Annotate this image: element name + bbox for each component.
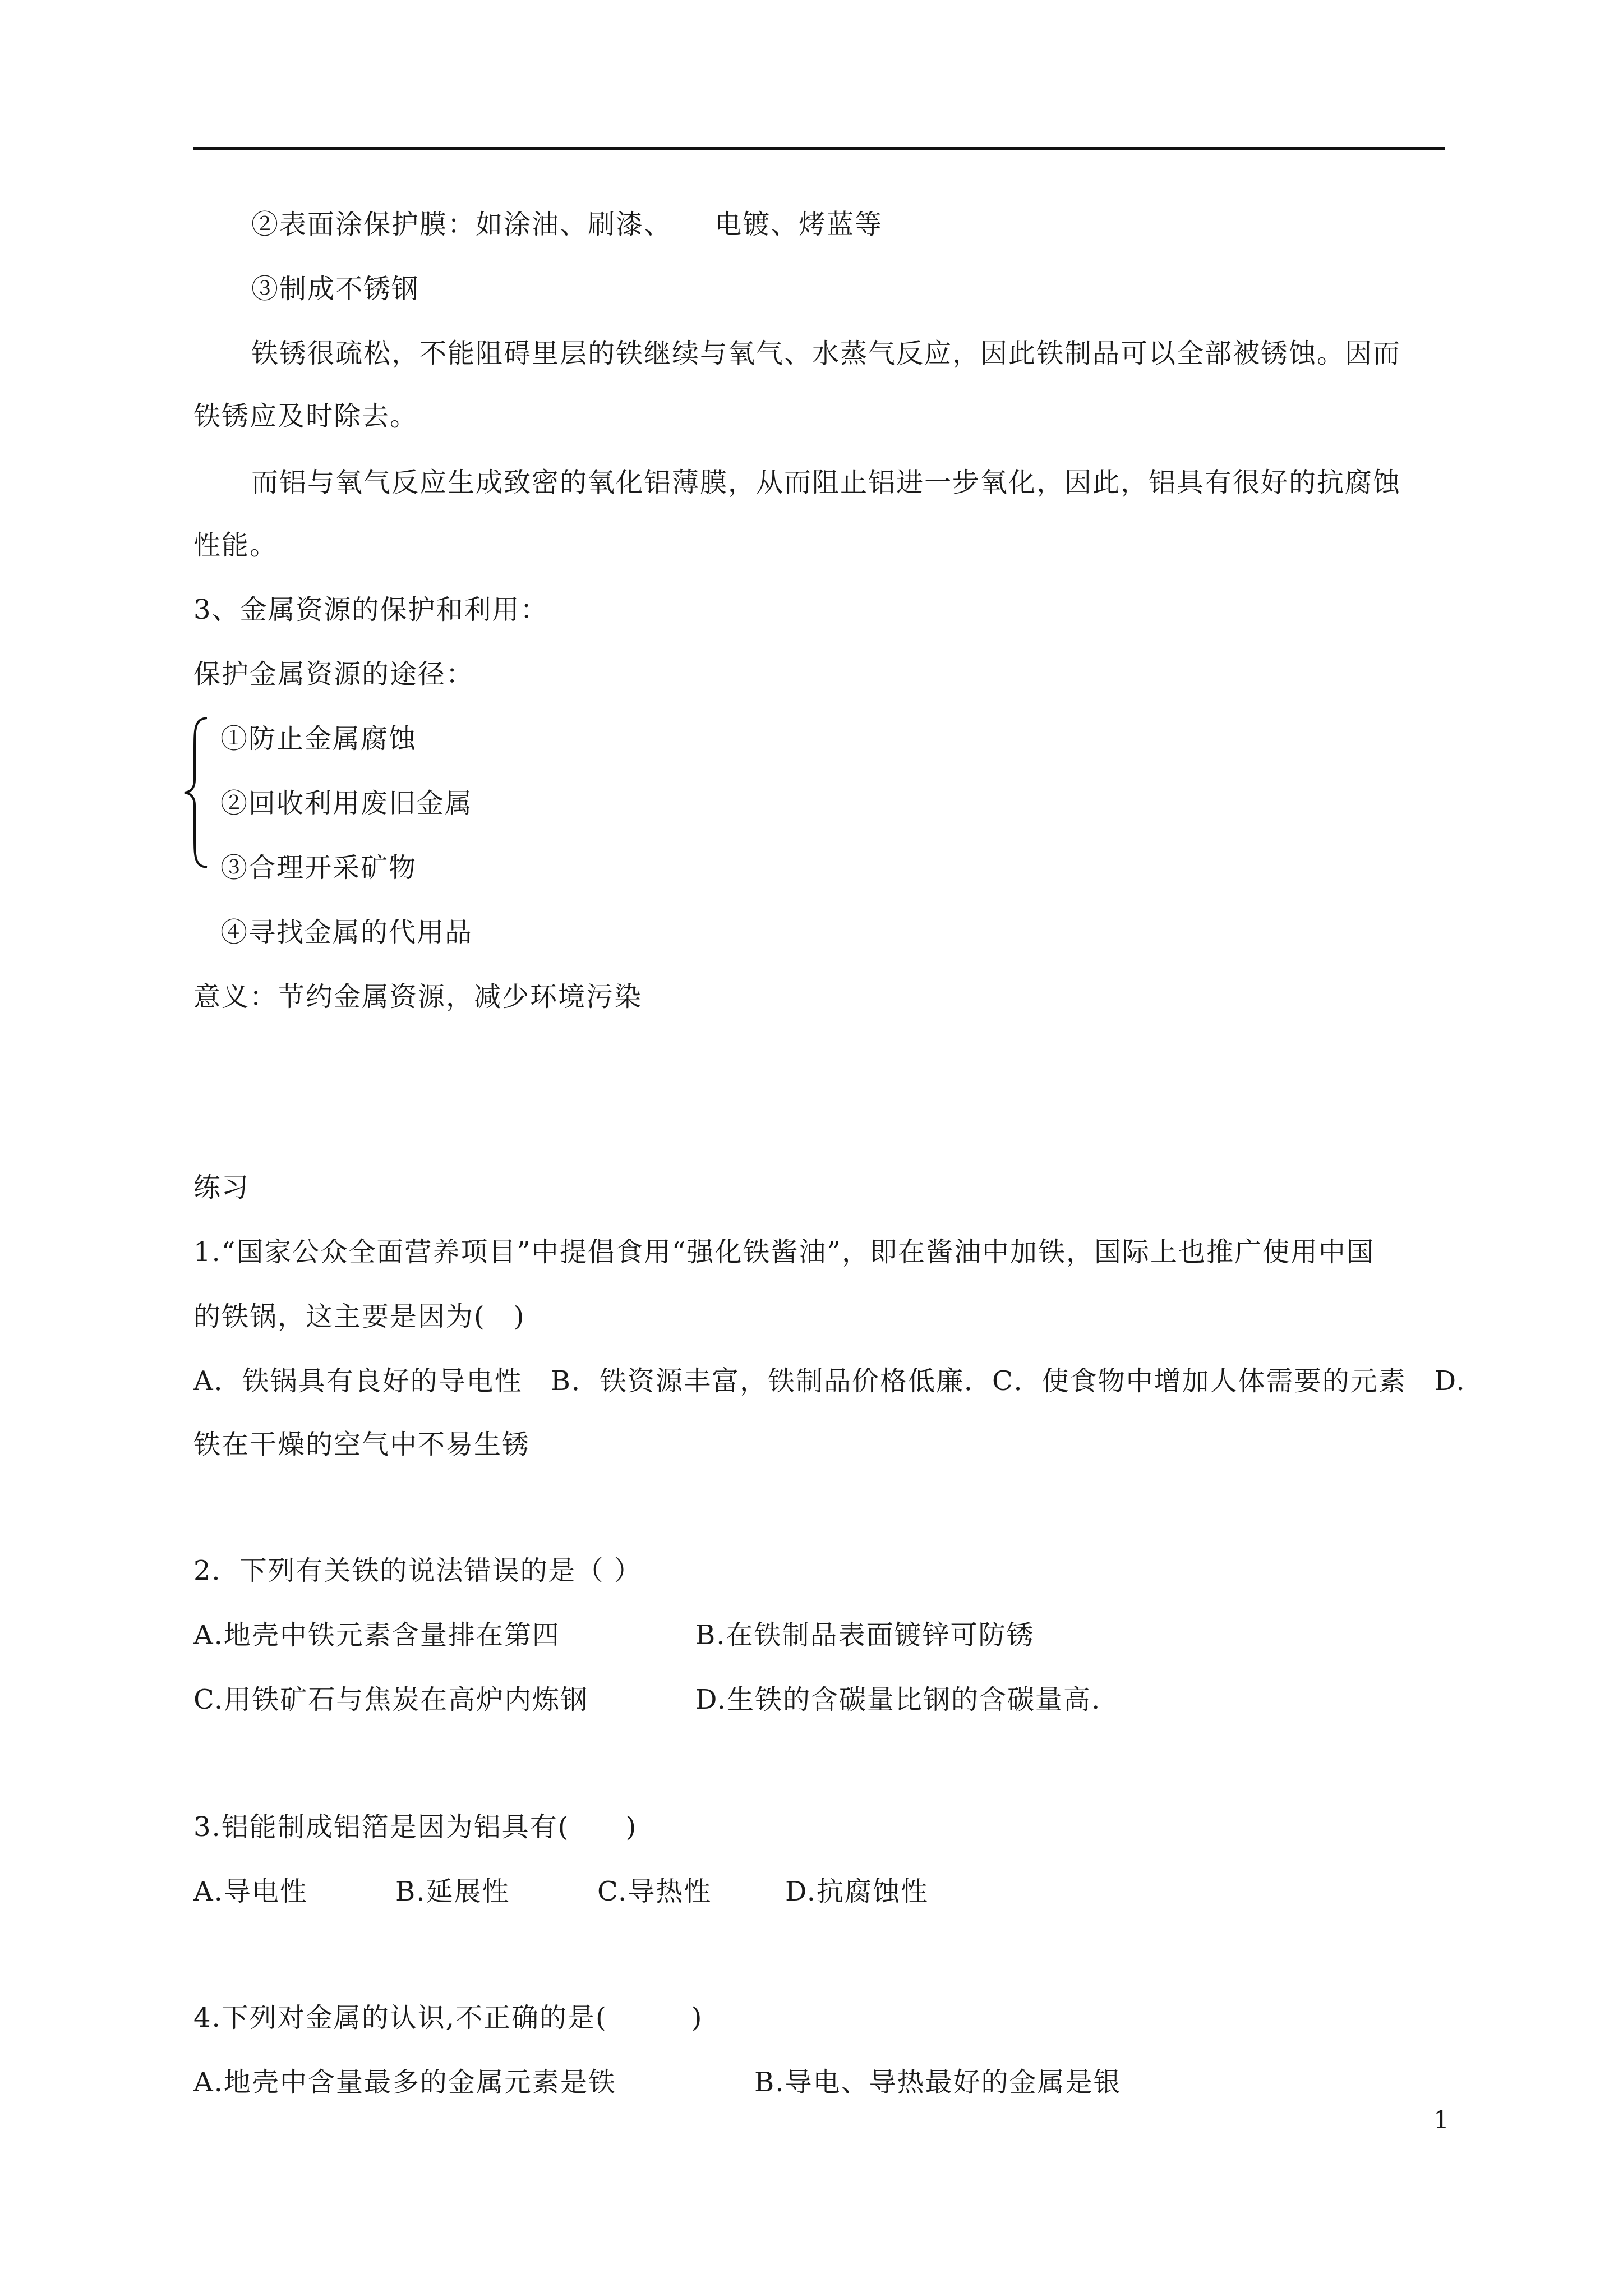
- option-b: B.导电、导热最好的金属是银: [754, 2067, 1122, 2098]
- section-heading: 3、金属资源的保护和利用：: [193, 594, 548, 625]
- header-rule: [193, 147, 1445, 150]
- option-a: A.地壳中含量最多的金属元素是铁: [193, 2067, 616, 2098]
- question-text: 2．下列有关铁的说法错误的是（ ）: [193, 1555, 642, 1586]
- question-text: 的铁锅，这主要是因为( ): [193, 1301, 525, 1332]
- option-d: D.抗腐蚀性: [785, 1876, 929, 1907]
- question-options: 铁在干燥的空气中不易生锈: [193, 1429, 531, 1460]
- text-line: 铁锈很疏松，不能阻碍里层的铁继续与氧气、水蒸气反应，因此铁制品可以全部被锈蚀。因而: [251, 338, 1401, 369]
- list-item: ②回收利用废旧金属: [220, 788, 473, 819]
- text-line: ③制成不锈钢: [251, 273, 420, 305]
- question-text: 3.铝能制成铝箔是因为铝具有( ): [193, 1811, 638, 1843]
- text-line: 意义：节约金属资源，减少环境污染: [193, 981, 643, 1013]
- option-a: A.导电性: [193, 1876, 308, 1907]
- text-line: 性能。: [193, 530, 278, 561]
- list-item: ③合理开采矿物: [220, 852, 417, 884]
- option-a: A.地壳中铁元素含量排在第四: [193, 1619, 560, 1651]
- option-b: B.在铁制品表面镀锌可防锈: [695, 1619, 1035, 1651]
- list-item: ④寻找金属的代用品: [220, 917, 473, 948]
- question-text: 4.下列对金属的认识,不正确的是( ): [193, 2002, 703, 2033]
- list-item: ①防止金属腐蚀: [220, 723, 417, 754]
- option-c: C.用铁矿石与焦炭在高炉内炼钢: [193, 1684, 589, 1715]
- question-options: A．铁锅具有良好的导电性 B．铁资源丰富，铁制品价格低廉．C．使食物中增加人体需要的元素 D.: [193, 1365, 1466, 1397]
- option-d: D.生铁的含碳量比钢的含碳量高.: [695, 1684, 1101, 1715]
- curly-brace-icon: [182, 717, 210, 868]
- option-c: C.导热性: [597, 1876, 712, 1907]
- text-line: ②表面涂保护膜：如涂油、刷漆、 电镀、烤蓝等: [251, 209, 883, 240]
- text-line: 而铝与氧气反应生成致密的氧化铝薄膜，从而阻止铝进一步氧化，因此，铝具有很好的抗腐蚀: [251, 467, 1401, 498]
- text-line: 铁锈应及时除去。: [193, 401, 418, 432]
- page-number: 1: [1433, 2106, 1449, 2134]
- text-line: 保护金属资源的途径：: [193, 659, 474, 690]
- exercise-heading: 练习: [193, 1172, 250, 1203]
- option-b: B.延展性: [395, 1876, 510, 1907]
- question-text: 1.“国家公众全面营养项目”中提倡食用“强化铁酱油”，即在酱油中加铁，国际上也推广使用中国: [193, 1236, 1375, 1268]
